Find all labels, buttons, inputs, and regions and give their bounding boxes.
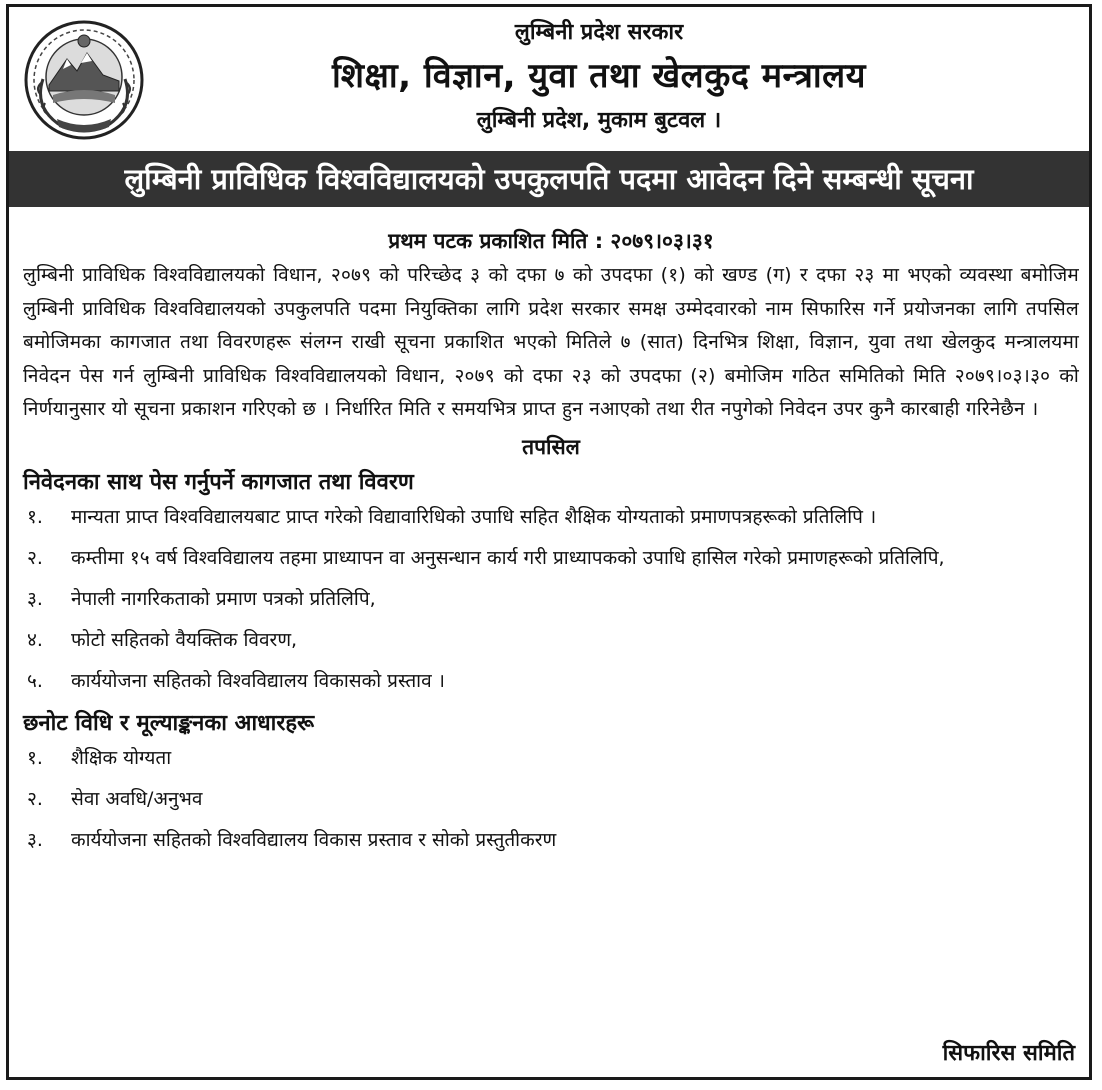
- list-item-number: २.: [27, 546, 43, 569]
- list-item: [23, 624, 1079, 657]
- notice-body: [23, 223, 1079, 865]
- header-text: [149, 15, 1049, 141]
- notice-header: [9, 7, 1089, 151]
- publication-date: [23, 223, 1079, 259]
- list-item: [23, 824, 1079, 857]
- notice-frame: [6, 4, 1092, 1080]
- list-item: [23, 542, 1079, 575]
- schedule-heading: तपसिल: [522, 434, 580, 459]
- list-item-number: १.: [27, 505, 43, 528]
- signature: सिफारिस समिति: [942, 1041, 1075, 1066]
- list-item-text: मान्यता प्राप्त विश्वविद्यालयबाट प्राप्त गरेको विद्यावारिधिको उपाधि सहित शैक्षिक योग्यताको प्रमाणपत्रहरूको प्रतिलिपि ।: [71, 505, 877, 528]
- notice-title: लुम्बिनी प्राविधिक विश्वविद्यालयको उपकुलपति पदमा आवेदन दिने सम्बन्धी सूचना: [9, 151, 1089, 207]
- list-item: [23, 583, 1079, 616]
- publication-date-label: प्रथम पटक प्रकाशित मिति :: [388, 229, 604, 253]
- list-item: [23, 665, 1079, 698]
- publication-date-value: २०७९।०३।३१: [610, 229, 714, 253]
- ministry-name: शिक्षा, विज्ञान, युवा तथा खेलकुद मन्त्रालय: [332, 56, 866, 96]
- documents-list: [23, 501, 1079, 698]
- body-paragraph: लुम्बिनी प्राविधिक विश्वविद्यालयको विधान, २०७९ को परिच्छेद ३ को दफा ७ को उपदफा (१) को खण्ड (ग) र दफा २३ मा भएको व्यवस्था बमोजिम लुम्बिनी प्राविधिक विश्वविद्यालयको उपकुलपति पदमा नियुक्तिका लागि प्रदेश सरकार समक्ष उम्मेदवारको नाम सिफारिस गर्ने प्रयोजनका लागि तपसिल बमोजिमका कागजात तथा विवरणहरू संलग्न राखी सूचना प्रकाशित भएको मितिले ७ (सात) दिनभित्र शिक्षा, विज्ञान, युवा तथा खेलकुद मन्त्रालयमा निवेदन पेस गर्न लुम्बिनी प्राविधिक विश्वविद्यालयको विधान, २०७९ को दफा २३ को उपदफा (२) बमोजिम गठित समितिको मिति २०७९।०३।३० को निर्णयानुसार यो सूचना प्रकाशन गरिएको छ । निर्धारित मिति र समयभित्र प्राप्त हुन नआएको तथा रीत नपुगेको निवेदन उपर कुनै कारबाही गरिनेछैन ।: [23, 264, 1079, 421]
- list-item-text: सेवा अवधि/अनुभव: [71, 787, 203, 810]
- government-name: लुम्बिनी प्रदेश सरकार: [514, 20, 684, 45]
- list-item-number: १.: [27, 746, 43, 769]
- list-item-number: ५.: [27, 669, 43, 692]
- list-item-text: कार्ययोजना सहितको विश्वविद्यालय विकासको प्रस्ताव ।: [71, 669, 445, 692]
- list-item-text: कार्ययोजना सहितको विश्वविद्यालय विकास प्रस्ताव र सोको प्रस्तुतीकरण: [71, 828, 557, 851]
- list-item-number: २.: [27, 787, 43, 810]
- ministry-address: लुम्बिनी प्रदेश, मुकाम बुटवल ।: [476, 108, 722, 133]
- list-item-text: नेपाली नागरिकताको प्रमाण पत्रको प्रतिलिपि,: [71, 587, 376, 610]
- documents-heading: निवेदनका साथ पेस गर्नुपर्ने कागजात तथा विवरण: [23, 469, 414, 495]
- list-item-text: कम्तीमा १५ वर्ष विश्वविद्यालय तहमा प्राध्यापन वा अनुसन्धान कार्य गरी प्राध्यापकको उपाधि हासिल गरेको प्रमाणहरूको प्रतिलिपि,: [71, 546, 945, 569]
- list-item: [23, 501, 1079, 534]
- list-item-number: ३.: [27, 828, 43, 851]
- criteria-list: [23, 742, 1079, 857]
- nepal-emblem-icon: [23, 19, 145, 141]
- list-item-text: शैक्षिक योग्यता: [71, 746, 172, 769]
- list-item: [23, 742, 1079, 775]
- list-item-text: फोटो सहितको वैयक्तिक विवरण,: [71, 628, 298, 651]
- list-item-number: ४.: [27, 628, 43, 651]
- list-item: [23, 783, 1079, 816]
- list-item-number: ३.: [27, 587, 43, 610]
- criteria-heading: छनोट विधि र मूल्याङ्कनका आधारहरू: [23, 710, 315, 736]
